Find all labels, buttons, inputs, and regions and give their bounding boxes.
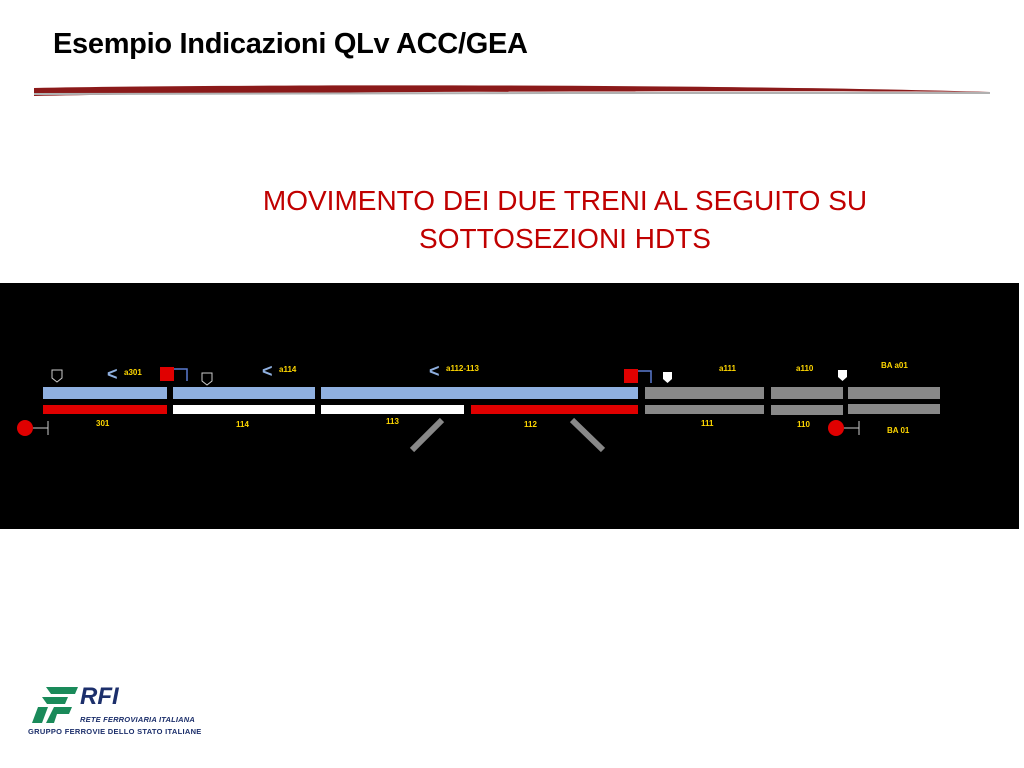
section-114[interactable] xyxy=(173,405,315,414)
track-diagram-panel xyxy=(0,283,1019,529)
track-114-upper[interactable] xyxy=(173,387,315,399)
end-signal-left[interactable] xyxy=(17,420,33,436)
signal-a301-hook xyxy=(174,369,187,381)
shield-icon-111 xyxy=(663,372,672,383)
section-label-113: 113 xyxy=(386,417,399,426)
track-ba01-upper[interactable] xyxy=(848,387,940,399)
section-label-ba01: BA 01 xyxy=(887,426,910,435)
slide-title: Esempio Indicazioni QLv ACC/GEA xyxy=(53,28,528,60)
signal-a301-aspect[interactable] xyxy=(160,367,174,381)
section-111[interactable] xyxy=(645,405,764,414)
fs-logo-icon xyxy=(28,685,83,725)
section-ba01[interactable] xyxy=(848,404,940,414)
title-underline xyxy=(32,82,992,98)
section-301[interactable] xyxy=(43,405,167,414)
section-label-110: 110 xyxy=(797,420,810,429)
shield-icon-ba xyxy=(838,370,847,381)
signal-a111-hook xyxy=(638,371,651,383)
signal-a111-aspect[interactable] xyxy=(624,369,638,383)
track-112-113-upper[interactable] xyxy=(321,387,638,399)
section-113[interactable] xyxy=(321,405,464,414)
signal-label-a110: a110 xyxy=(796,364,814,373)
section-112[interactable] xyxy=(471,405,638,414)
logo-line-1: RETE FERROVIARIA ITALIANA xyxy=(80,715,195,724)
track-110-upper[interactable] xyxy=(771,387,843,399)
rfi-logo xyxy=(28,685,228,745)
track-diagram xyxy=(0,283,1019,529)
section-label-112: 112 xyxy=(524,420,537,429)
end-signal-right[interactable] xyxy=(828,420,844,436)
shield-icon-114 xyxy=(202,373,212,385)
signal-label-a114: a114 xyxy=(279,365,297,374)
switch-113[interactable] xyxy=(412,420,442,450)
direction-arrow-a114: < xyxy=(262,361,273,381)
direction-arrow-a112-113: < xyxy=(429,361,440,381)
logo-line-2: GRUPPO FERROVIE DELLO STATO ITALIANE xyxy=(28,727,202,736)
signal-label-a301: a301 xyxy=(124,368,142,377)
section-label-111: 111 xyxy=(701,419,714,428)
switch-112[interactable] xyxy=(572,420,603,450)
section-110[interactable] xyxy=(771,405,843,415)
section-label-114: 114 xyxy=(236,420,249,429)
shield-icon-301 xyxy=(52,370,62,382)
subtitle-line-2: SOTTOSEZIONI HDTS xyxy=(419,223,711,254)
section-label-301: 301 xyxy=(96,419,110,428)
direction-arrow-a301: < xyxy=(107,364,118,384)
track-301-upper[interactable] xyxy=(43,387,167,399)
signal-label-ba-a01: BA a01 xyxy=(881,361,908,370)
logo-brand: RFI xyxy=(80,683,119,710)
signal-label-a112-113: a112-113 xyxy=(446,364,479,373)
signal-label-a111: a111 xyxy=(719,364,736,373)
slide-subtitle xyxy=(180,182,950,258)
subtitle-line-1: MOVIMENTO DEI DUE TRENI AL SEGUITO SU xyxy=(262,185,868,216)
track-111-upper[interactable] xyxy=(645,387,764,399)
